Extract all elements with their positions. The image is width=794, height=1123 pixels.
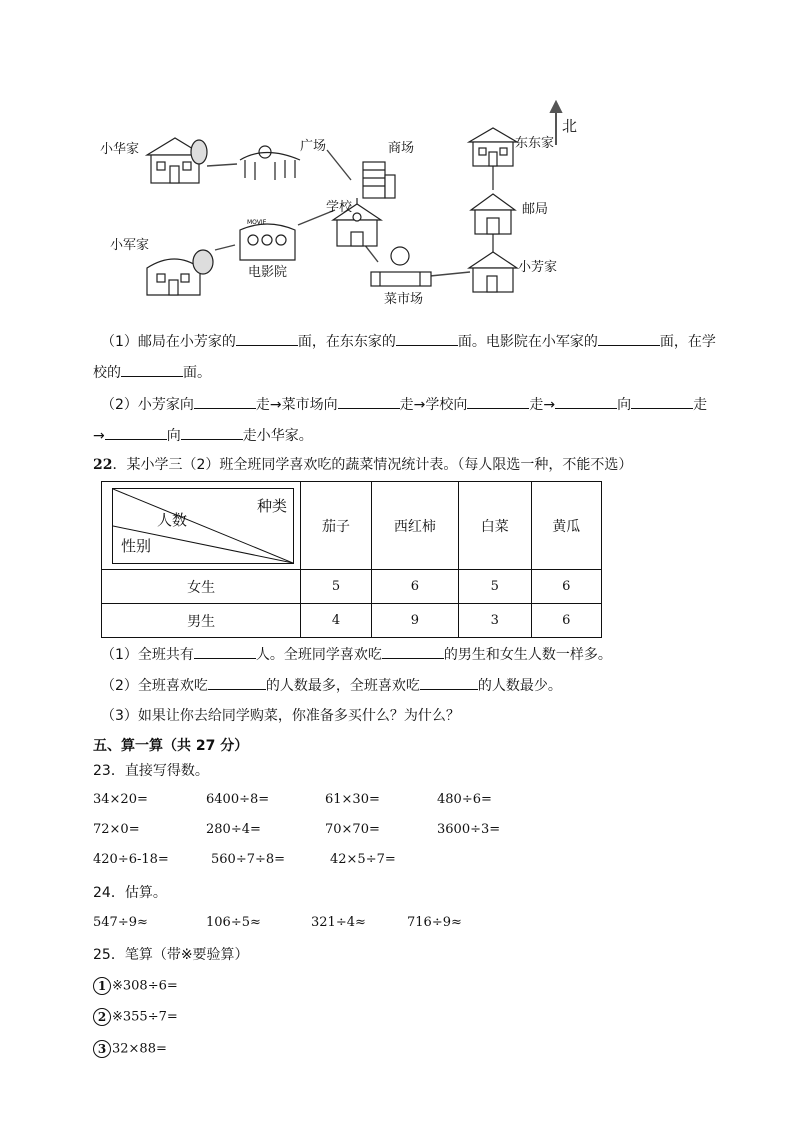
- table-row: [102, 604, 602, 638]
- post-office-icon: [471, 194, 515, 234]
- label-xuexiao: 学校: [326, 200, 353, 215]
- row-label: 男生: [102, 604, 301, 638]
- answer-blank[interactable]: [181, 425, 243, 440]
- market-icon: [371, 247, 431, 286]
- q22-question1: （1）全班共有 人。全班同学喜欢吃 的男生和女生人数一样多。: [101, 644, 612, 665]
- calc-item: 560÷7÷8=: [211, 852, 286, 867]
- table-cell: 5: [459, 570, 531, 604]
- xiaohua-house-icon: [147, 138, 207, 183]
- calc-item: 61×30=: [325, 792, 380, 807]
- table-cell: 4: [301, 604, 371, 638]
- answer-blank[interactable]: [631, 394, 693, 409]
- column-header: 西红柿: [371, 482, 458, 570]
- calc-item: 72×0=: [93, 822, 140, 837]
- calc-item: 6400÷8=: [206, 792, 270, 807]
- answer-blank[interactable]: [194, 644, 256, 659]
- calc-item: 42×5÷7=: [330, 852, 396, 867]
- calc-item: 70×70=: [325, 822, 380, 837]
- table-cell: 6: [531, 570, 602, 604]
- header-count-label: 人数: [157, 511, 188, 529]
- q25-title: 25．笔算（带※要验算）: [93, 947, 249, 963]
- answer-blank[interactable]: [121, 362, 183, 377]
- answer-blank[interactable]: [338, 394, 400, 409]
- header-gender-label: 性别: [121, 537, 152, 555]
- table-cell: 6: [371, 570, 458, 604]
- q22-question2: （2）全班喜欢吃 的人数最多，全班喜欢吃 的人数最少。: [101, 675, 562, 696]
- column-header: 白菜: [459, 482, 531, 570]
- written-calc-item: 2 ※355÷7=: [93, 1008, 178, 1027]
- q22-title: 22．某小学三（2）班全班同学喜欢吃的蔬菜情况统计表。（每人限选一种，不能不选）: [93, 457, 633, 473]
- estimate-item: 106÷5≈: [206, 915, 261, 930]
- table-cell: 5: [301, 570, 371, 604]
- cinema-icon: [240, 224, 295, 260]
- label-caishichang: 菜市场: [384, 292, 424, 307]
- header-type-label: 种类: [256, 497, 287, 515]
- answer-blank[interactable]: [598, 331, 660, 346]
- answer-blank[interactable]: [555, 394, 617, 409]
- label-shangchang: 商场: [388, 141, 415, 156]
- answer-blank[interactable]: [105, 425, 167, 440]
- q21-part1-line2: 校的 面。: [93, 362, 211, 383]
- table-cell: 9: [371, 604, 458, 638]
- xiaofang-house-icon: [469, 252, 517, 292]
- q21-part2-line1: （2）小芳家向 走→菜市场向 走→学校向 走→ 向 走: [101, 394, 707, 415]
- guangchang-square-icon: [240, 146, 300, 180]
- label-dongdong: 东东家: [515, 136, 555, 151]
- estimate-item: 716÷9≈: [407, 915, 462, 930]
- row-label: 女生: [102, 570, 301, 604]
- circled-number: 3: [93, 1040, 111, 1058]
- table-cell: 3: [459, 604, 531, 638]
- circled-number: 1: [93, 977, 111, 995]
- label-youju: 邮局: [522, 202, 549, 217]
- calc-item: 280÷4=: [206, 822, 261, 837]
- calc-item: 480÷6=: [437, 792, 492, 807]
- label-xiaofang: 小芳家: [518, 260, 558, 275]
- dongdong-house-icon: [469, 128, 517, 166]
- label-dianyingyuan: 电影院: [248, 265, 288, 280]
- shangchang-building-icon: [363, 162, 395, 198]
- xiaojun-house-icon: [147, 250, 213, 295]
- answer-blank[interactable]: [420, 675, 478, 690]
- q21-part1-line1: （1）邮局在小芳家的 面，在东东家的 面。电影院在小军家的 面，在学: [101, 331, 716, 352]
- label-guangchang: 广场: [300, 139, 327, 154]
- column-header: 黄瓜: [531, 482, 602, 570]
- column-header: 茄子: [301, 482, 371, 570]
- answer-blank[interactable]: [194, 394, 256, 409]
- label-xiaojun: 小军家: [110, 238, 150, 253]
- q24-title: 24．估算。: [93, 885, 167, 901]
- q21-part2-line2: → 向 走小华家。: [93, 425, 313, 446]
- written-calc-item: 3 32×88=: [93, 1040, 167, 1059]
- movie-sign: MOVIE: [247, 219, 267, 226]
- calc-item: 34×20=: [93, 792, 148, 807]
- table-diagonal-header: [102, 482, 301, 570]
- estimate-item: 321÷4≈: [311, 915, 366, 930]
- label-xiaohua: 小华家: [100, 142, 140, 157]
- written-calc-item: 1 ※308÷6=: [93, 977, 178, 996]
- table-cell: 6: [531, 604, 602, 638]
- calc-item: 3600÷3=: [437, 822, 501, 837]
- section5-heading: 五、算一算（共 27 分）: [93, 738, 249, 754]
- q23-title: 23．直接写得数。: [93, 763, 209, 779]
- circled-number: 2: [93, 1008, 111, 1026]
- answer-blank[interactable]: [467, 394, 529, 409]
- estimate-item: 547÷9≈: [93, 915, 148, 930]
- answer-blank[interactable]: [236, 331, 298, 346]
- answer-blank[interactable]: [208, 675, 266, 690]
- label-north: 北: [562, 117, 578, 135]
- calc-item: 420÷6-18=: [93, 852, 169, 867]
- vegetable-stats-table: [101, 481, 602, 638]
- answer-blank[interactable]: [382, 644, 444, 659]
- table-row: [102, 570, 602, 604]
- answer-blank[interactable]: [396, 331, 458, 346]
- q22-question3: （3）如果让你去给同学购菜，你准备多买什么？为什么？: [101, 708, 460, 724]
